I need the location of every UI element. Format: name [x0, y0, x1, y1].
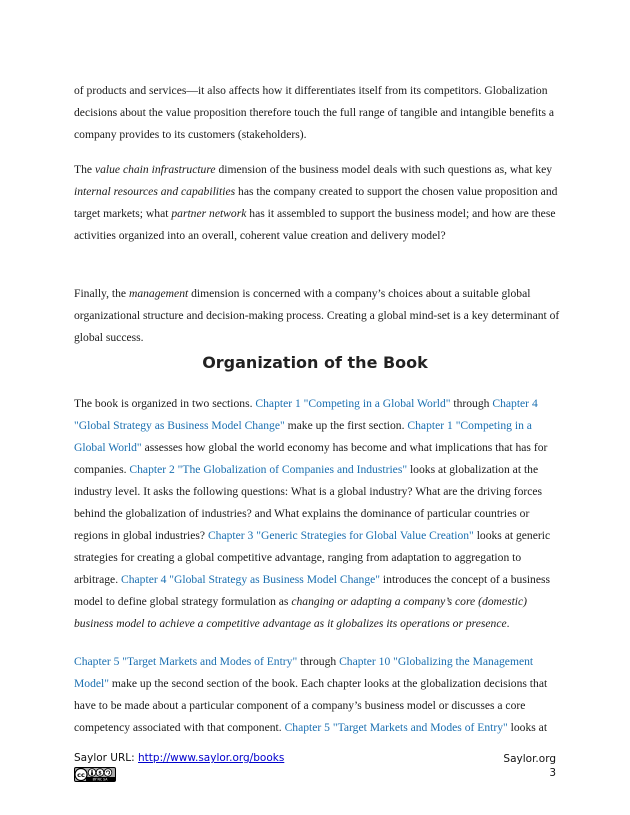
paragraph-text: has it assembled to support the business model; and how are these activities organized into an overall, coherent value creation and delivery model? — [74, 207, 556, 242]
paragraph-text: dimension is concerned with a company’s choices about a suitable global organizational structure and decision-making process. Creating a global mind-set is a key determinant of global success. — [74, 287, 560, 344]
cc-badge-graphic — [74, 767, 116, 782]
paragraph-management — [74, 283, 560, 349]
chapter-5-link[interactable]: Chapter 5 "Target Markets and Modes of Entry" — [284, 721, 511, 734]
section-heading: Organization of the Book — [202, 353, 428, 372]
footer-url-label: Saylor URL: — [74, 752, 139, 764]
paragraph-text: through — [297, 655, 340, 668]
footer-site-name: Saylor.org — [503, 753, 556, 765]
paragraph-value-chain — [74, 159, 560, 247]
paragraph-text: The book is organized in two sections. — [74, 397, 256, 410]
paragraph-text: looks at generic strategies for creating a global competitive advantage, ranging from adaptation to aggregation to arbitrage. — [74, 529, 551, 586]
svg-text:$: $ — [98, 770, 102, 777]
creative-commons-license-icon[interactable] — [74, 767, 116, 787]
svg-text:cc: cc — [77, 771, 85, 779]
emphasis-term: partner network — [171, 207, 247, 220]
paragraph-text: dimension of the business model deals with such questions as, what key — [215, 163, 553, 176]
chapter-3-link[interactable]: Chapter 3 "Generic Strategies for Global Value Creation" — [207, 529, 474, 542]
chapter-1-link[interactable]: Chapter 1 "Competing in a Global World" — [255, 397, 454, 410]
paragraph-text: make up the first section. — [284, 419, 408, 432]
paragraph-second-section — [74, 651, 560, 739]
page-number: 3 — [549, 767, 556, 779]
chapter-1-link[interactable]: Chapter 1 "Competing in a Global World" — [74, 419, 532, 454]
chapter-2-link[interactable]: Chapter 2 "The Globalization of Companies and Industries" — [129, 463, 408, 476]
paragraph-text: The — [74, 163, 95, 176]
paragraph-text: looks at — [510, 721, 548, 734]
paragraph-text: . — [506, 617, 510, 630]
paragraph-text: looks at globalization at the industry level. It asks the following questions: What is a global industry? What are the driving forces behind the globalization of industries? and What explains the dominance of particular countries or regions in global industries? — [74, 463, 543, 542]
paragraph-book-organization — [74, 393, 560, 635]
paragraph-text: make up the second section of the book. Each chapter looks at the globalization decisions that have to be made about a particular component of a company’s business model or discusses a core competency associated with that component. — [74, 677, 548, 734]
emphasis-term: internal resources and capabilities — [74, 185, 236, 198]
footer-right — [503, 752, 556, 780]
emphasis-term: value chain infrastructure — [94, 163, 216, 176]
chapter-10-link[interactable]: Chapter 10 "Globalizing the Management Model" — [74, 655, 534, 690]
paragraph-text: through — [453, 397, 493, 410]
emphasis-term: management — [128, 287, 189, 300]
paragraph-text: has the company created to support the chosen value proposition and target markets; what — [74, 185, 558, 220]
emphasis-term: changing or adapting a company’s core (domestic) business model to achieve a competitive advantage as it globalizes its operations or presence — [74, 595, 528, 630]
chapter-5-link[interactable]: Chapter 5 "Target Markets and Modes of Entry" — [74, 655, 298, 668]
paragraph-text: Finally, the — [74, 287, 129, 300]
saylor-books-link[interactable]: http://www.saylor.org/books — [138, 752, 285, 764]
paragraph-text: introduces the concept of a business model to define global strategy formulation as — [74, 573, 551, 608]
license-text: BY NC SA — [92, 777, 108, 782]
paragraph-text: of products and services—it also affects how it differentiates itself from its competitors. Globalization decisions about the value proposition therefore touch the full range of tangible and intangible benefits a company provides to its customers (stakeholders). — [74, 84, 555, 141]
chapter-4-link[interactable]: Chapter 4 "Global Strategy as Business Model Change" — [121, 573, 383, 586]
paragraph-text: assesses how global the world economy has become and what implications that has for companies. — [74, 441, 548, 476]
chapter-4-link[interactable]: Chapter 4 "Global Strategy as Business Model Change" — [74, 397, 538, 432]
paragraph-value-proposition — [74, 80, 560, 146]
footer-saylor-url — [74, 752, 284, 764]
